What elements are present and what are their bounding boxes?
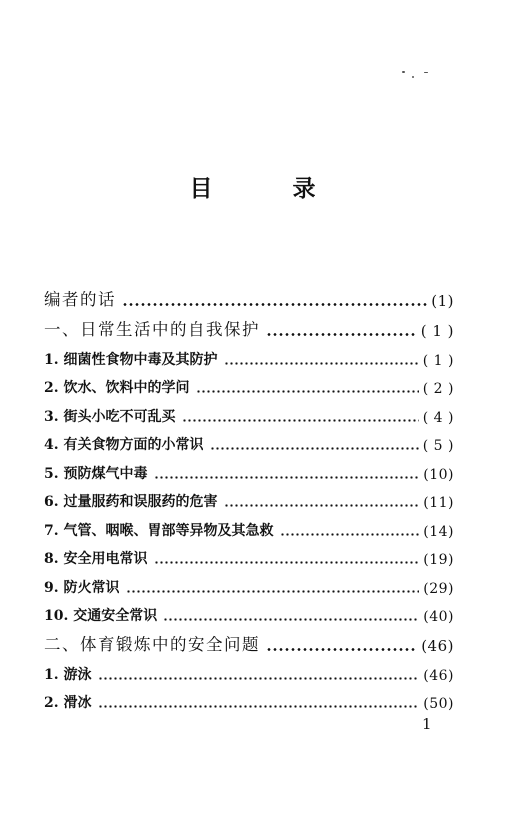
toc-leader-dots — [266, 333, 417, 336]
toc-entry-1-10[interactable] — [44, 601, 454, 630]
toc-leader-dots — [154, 561, 420, 564]
toc-entry-label: 一、日常生活中的自我保护 — [44, 320, 260, 339]
toc-entry-1-7[interactable] — [44, 515, 454, 544]
toc-leader-dots — [98, 705, 420, 708]
toc-entry-2-1[interactable] — [44, 659, 454, 688]
toc-entry-1-9[interactable] — [44, 572, 454, 601]
toc-entry-label: 8. 安全用电常识 — [44, 551, 148, 567]
toc-leader-dots — [163, 618, 419, 621]
toc-leader-dots — [280, 533, 420, 536]
toc-entry-label: 6. 过量服药和误服药的危害 — [44, 494, 218, 510]
page-number: 1 — [422, 715, 432, 733]
toc-entry-label: 1. 细菌性食物中毒及其防护 — [44, 351, 218, 368]
toc-entry-chapter-2[interactable] — [44, 629, 454, 659]
toc-leader-dots — [196, 390, 419, 393]
toc-entry-1-1[interactable] — [44, 344, 454, 373]
toc-leader-dots — [182, 419, 419, 422]
table-of-contents — [44, 284, 454, 716]
toc-entry-page: ( 5 ) — [422, 438, 454, 454]
toc-entry-page: (40) — [423, 609, 454, 625]
toc-entry-foreword[interactable] — [44, 284, 454, 314]
toc-leader-dots — [266, 648, 417, 651]
toc-entry-label: 4. 有关食物方面的小常识 — [44, 437, 204, 453]
toc-entry-page: (19) — [423, 552, 454, 568]
toc-entry-page: (11) — [423, 495, 454, 511]
page-title: 目 录 — [189, 176, 352, 202]
toc-leader-dots — [126, 590, 420, 593]
toc-entry-page: (1) — [431, 292, 454, 310]
toc-entry-page: (50) — [423, 696, 454, 712]
toc-leader-dots — [98, 677, 420, 680]
toc-entry-2-2[interactable] — [44, 688, 454, 717]
toc-entry-1-8[interactable] — [44, 544, 454, 573]
toc-entry-1-4[interactable] — [44, 430, 454, 459]
toc-leader-dots — [210, 447, 419, 450]
toc-leader-dots — [154, 476, 420, 479]
toc-entry-1-6[interactable] — [44, 487, 454, 516]
toc-entry-page: ( 4 ) — [422, 409, 454, 426]
toc-entry-label: 5. 预防煤气中毒 — [44, 465, 148, 482]
toc-leader-dots — [122, 303, 427, 306]
toc-entry-label: 二、体育锻炼中的安全问题 — [44, 635, 260, 654]
scan-speck — [412, 76, 414, 78]
toc-entry-page: ( 2 ) — [422, 381, 454, 397]
toc-entry-label: 7. 气管、咽喉、胃部等异物及其急救 — [44, 522, 274, 539]
toc-entry-label: 10. 交通安全常识 — [44, 608, 158, 624]
toc-entry-label: 3. 街头小吃不可乱买 — [44, 408, 176, 425]
toc-entry-page: (46) — [423, 667, 454, 684]
toc-entry-label: 2. 饮水、饮料中的学问 — [44, 380, 190, 396]
toc-entry-1-5[interactable] — [44, 458, 454, 487]
toc-entry-label: 编者的话 — [44, 290, 116, 309]
toc-entry-page: ( 1 ) — [420, 322, 454, 340]
toc-leader-dots — [224, 362, 419, 365]
toc-entry-page: (29) — [423, 580, 454, 597]
scan-speck — [424, 72, 428, 73]
toc-entry-page: (14) — [423, 523, 454, 540]
toc-entry-page: ( 1 ) — [422, 352, 454, 369]
toc-entry-page: (46) — [421, 637, 454, 655]
toc-entry-page: (10) — [423, 466, 454, 483]
toc-leader-dots — [224, 504, 420, 507]
toc-entry-label: 9. 防火常识 — [44, 579, 120, 596]
toc-entry-chapter-1[interactable] — [44, 314, 454, 344]
toc-entry-1-3[interactable] — [44, 401, 454, 430]
scan-speck — [402, 71, 405, 73]
toc-entry-1-2[interactable] — [44, 373, 454, 402]
toc-entry-label: 2. 滑冰 — [44, 695, 92, 711]
toc-entry-label: 1. 游泳 — [44, 666, 92, 683]
